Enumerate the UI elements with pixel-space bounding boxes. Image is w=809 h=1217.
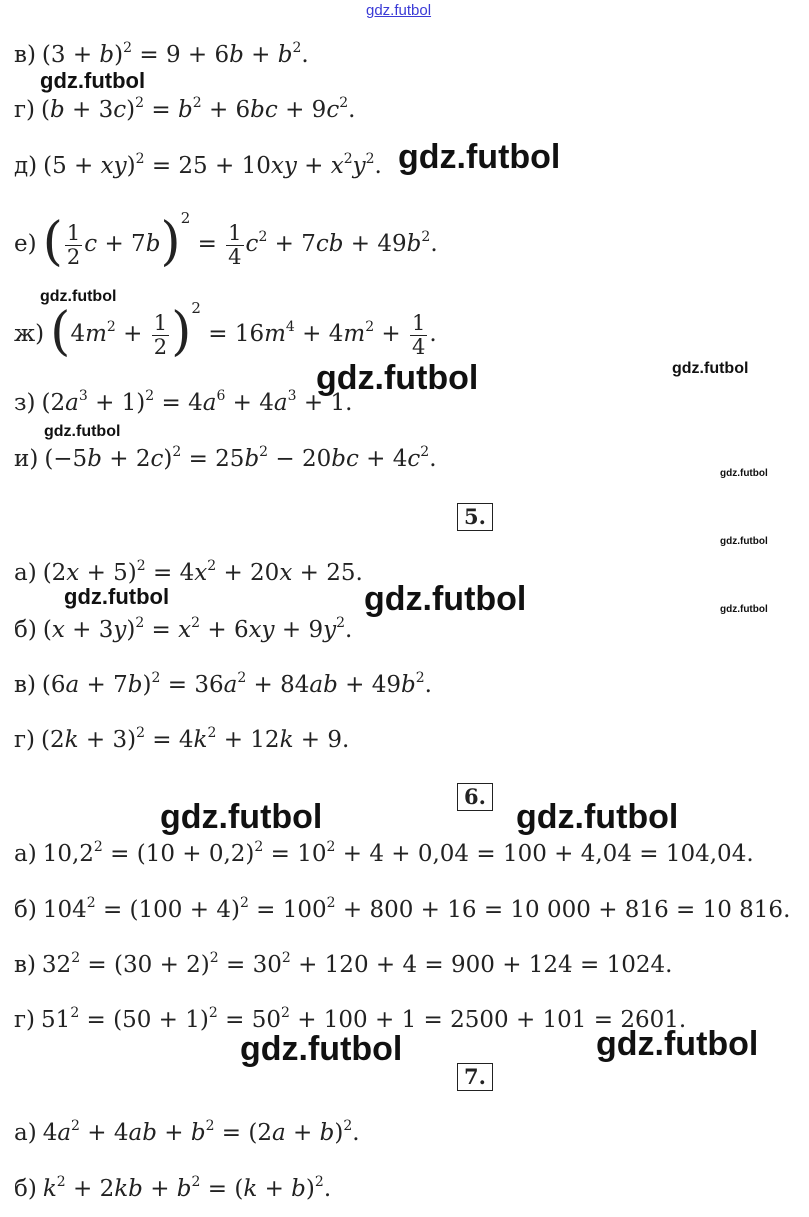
item-label: б) — [14, 897, 37, 923]
section-number-6: 6. — [457, 783, 493, 811]
watermark: gdz.futbol — [316, 359, 479, 397]
equation-5a: а) $(2x + 5)^2 = 4x^2 + 20x + 25$. — [14, 558, 363, 586]
section-number-7: 7. — [457, 1063, 493, 1091]
watermark: gdz.futbol — [240, 1030, 403, 1068]
item-label: в) — [14, 42, 36, 68]
equation-6v: в) $32^2 = (30 + 2)^2 = 30^2 + 120 + 4 = 900 + 124 = 1024$. — [14, 950, 673, 978]
watermark: gdz.futbol — [672, 360, 749, 377]
watermark: gdz.futbol — [160, 798, 323, 836]
equation-v: в) $(3 + b)^2 = 9 + 6b + b^2$. — [14, 40, 309, 68]
watermark: gdz.futbol — [40, 68, 146, 93]
item-label: б) — [14, 1176, 37, 1202]
equation-7b: б) $k^2 + 2kb + b^2 = (k + b)^2$. — [14, 1174, 332, 1202]
item-label: а) — [14, 841, 37, 867]
item-label: д) — [14, 153, 38, 179]
watermark-top[interactable]: gdz.futbol — [366, 2, 432, 19]
equation-6a: а) $10,2^2 = (10 + 0,2)^2 = 10^2 + 4 + 0,04 = 100 + 4,04 = 104,04$. — [14, 839, 754, 867]
watermark: gdz.futbol — [720, 604, 768, 615]
watermark: gdz.futbol — [64, 584, 170, 609]
item-label: г) — [14, 1007, 36, 1033]
watermark: gdz.futbol — [720, 536, 768, 547]
equation-5g: г) $(2k + 3)^2 = 4k^2 + 12k + 9$. — [14, 725, 350, 753]
item-label: в) — [14, 672, 36, 698]
watermark: gdz.futbol — [364, 580, 527, 618]
equation-6g: г) $51^2 = (50 + 1)^2 = 50^2 + 100 + 1 = 2500 + 101 = 2601$. — [14, 1005, 687, 1033]
section-number-5: 5. — [457, 503, 493, 531]
equation-5b: б) $(x + 3y)^2 = x^2 + 6xy + 9y^2$. — [14, 615, 353, 643]
item-label: з) — [14, 390, 36, 416]
equation-d: д) $(5 + xy)^2 = 25 + 10xy + x^2y^2$. — [14, 151, 382, 179]
item-label: а) — [14, 560, 37, 586]
equation-zh: ж) ($4m^2$ + $\frac{1}{2}$ )$^2 = 16m^4 + 4m^2$ + $\frac{1}{4}$ . — [14, 299, 437, 362]
item-label: а) — [14, 1120, 37, 1146]
watermark: gdz.futbol — [40, 288, 117, 305]
item-label: е) — [14, 231, 37, 257]
watermark: gdz.futbol — [720, 468, 768, 479]
equation-g: г) $(b + 3c)^2 = b^2 + 6bc + 9c^2$. — [14, 95, 356, 123]
equation-6b: б) $104^2 = (100 + 4)^2 = 100^2 + 800 + 16 = 10$ 000 + 816 = 10 816. — [14, 895, 791, 923]
equation-5v: в) $(6a + 7b)^2 = 36a^2 + 84ab + 49b^2$. — [14, 670, 432, 698]
watermark: gdz.futbol — [44, 423, 121, 440]
item-label: в) — [14, 952, 36, 978]
item-label: г) — [14, 727, 36, 753]
equation-7a: а) $4a^2 + 4ab + b^2 = (2a + b)^2$. — [14, 1118, 360, 1146]
item-label: и) — [14, 446, 39, 472]
watermark: gdz.futbol — [516, 798, 679, 836]
watermark: gdz.futbol — [596, 1025, 759, 1063]
item-label: г) — [14, 97, 36, 123]
item-label: б) — [14, 617, 37, 643]
item-label: ж) — [14, 321, 45, 347]
equation-i: и) $(-5b + 2c)^2 = 25b^2 - 20bc + 4c^2$. — [14, 444, 437, 472]
equation-e: е) ( $\frac{1}{2}$ c + 7b)$^2$ = $\frac{1}{4}$ $c^2 + 7cb + 49b^2$. — [14, 209, 438, 272]
watermark: gdz.futbol — [398, 138, 561, 176]
equation-z: з) $(2a^3 + 1)^2 = 4a^6 + 4a^3 + 1$. — [14, 388, 353, 416]
